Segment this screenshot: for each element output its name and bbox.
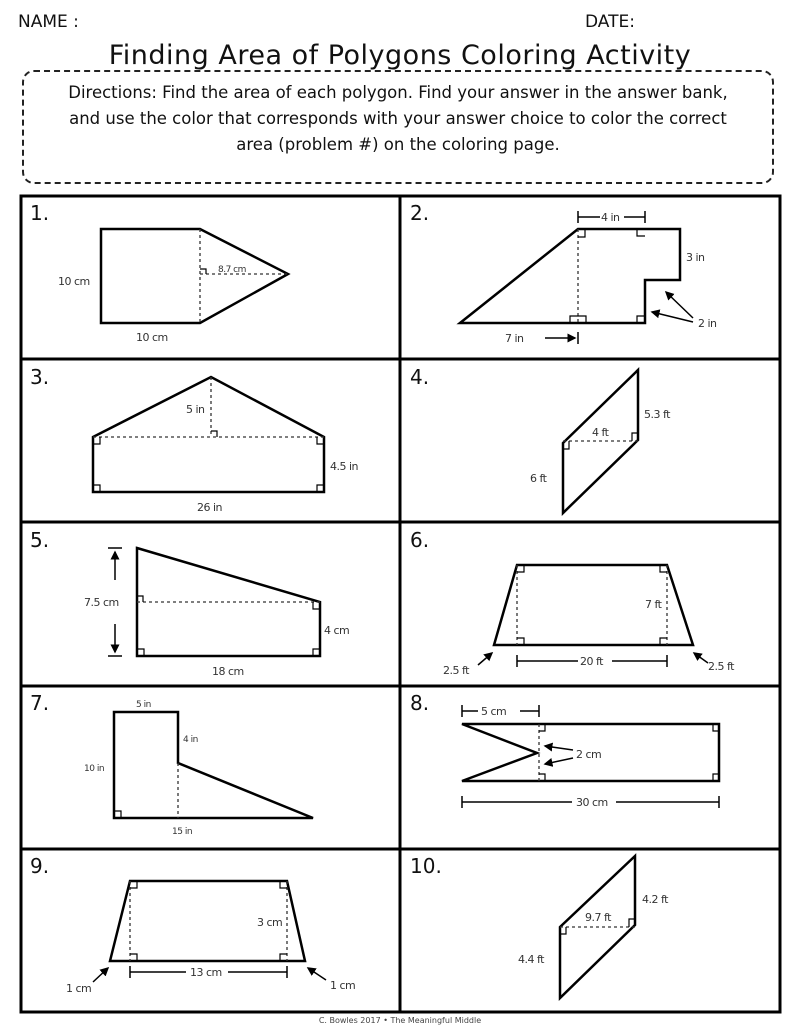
directions-line: Directions: Find the area of each polygon. Find your answer in the answer bank, (68, 83, 728, 102)
dimension-label: 2.5 ft (443, 664, 469, 677)
dimension-label: 5 in (186, 403, 205, 416)
dimension-label: 5.3 ft (644, 408, 670, 421)
dimension-label: 4.5 in (330, 460, 359, 473)
figure-mark (570, 229, 645, 323)
dimension-label: 4 in (183, 735, 198, 745)
figure-mark (545, 758, 573, 764)
dimension-label: 4 ft (592, 426, 609, 439)
composite-shape (114, 712, 313, 818)
dimension-label: 7.5 cm (84, 596, 119, 609)
dimension-label: 4.4 ft (518, 953, 544, 966)
dimension-label: 7 in (505, 332, 524, 345)
footer-credit: C. Bowles 2017 • The Meaningful Middle (318, 1016, 482, 1025)
dimension-label: 3 in (686, 251, 705, 264)
dimension-label: 5 cm (481, 705, 507, 718)
problem-number: 10. (410, 854, 442, 878)
pentagon-shape (101, 229, 288, 323)
dimension-label: 10 cm (58, 275, 90, 288)
dimension-label: 8.7 cm (218, 265, 246, 275)
date-label: DATE: (585, 12, 635, 32)
name-label: NAME : (18, 12, 79, 32)
problem-6 (410, 528, 735, 677)
dimension-label: 18 cm (212, 665, 244, 678)
dimension-label: 5 in (136, 700, 151, 710)
figure-mark (545, 746, 573, 750)
figure-mark (652, 312, 693, 322)
problem-number: 3. (30, 365, 50, 389)
problem-number: 1. (30, 201, 50, 225)
composite-shape (93, 377, 324, 492)
dimension-label: 3 cm (257, 916, 283, 929)
problem-number: 8. (410, 691, 430, 715)
dimension-label: 10 in (84, 764, 105, 774)
dimension-label: 13 cm (190, 966, 222, 979)
grid-lines (21, 196, 780, 1012)
worksheet-title: Finding Area of Polygons Coloring Activity (108, 40, 692, 71)
directions-line: and use the color that corresponds with your answer choice to color the correct (69, 109, 727, 128)
dimension-label: 7 ft (645, 598, 662, 611)
dimension-label: 4 cm (324, 624, 350, 637)
dimension-label: 2 in (698, 317, 717, 330)
problem-3 (30, 365, 359, 514)
figure-mark (200, 269, 206, 274)
figure-mark (478, 653, 492, 665)
dimension-label: 4.2 ft (642, 893, 668, 906)
dimension-label: 9.7 ft (585, 911, 611, 924)
problem-5 (30, 528, 349, 678)
problem-2 (410, 201, 717, 345)
problem-10 (410, 854, 669, 998)
figure-mark (666, 292, 693, 318)
directions-line: area (problem #) on the coloring page. (236, 135, 560, 154)
problem-number: 7. (30, 691, 50, 715)
problem-9 (30, 854, 355, 995)
problem-number: 9. (30, 854, 50, 878)
dimension-label: 15 in (172, 827, 193, 837)
figure-mark (93, 968, 108, 982)
figure-mark (93, 431, 324, 492)
dimension-label: 20 ft (580, 655, 603, 668)
figure-mark (539, 724, 719, 781)
trapezoid-shape (494, 565, 693, 645)
dimension-label: 1 cm (330, 979, 356, 992)
problem-number: 2. (410, 201, 430, 225)
problem-4 (410, 365, 671, 513)
composite-shape (460, 229, 680, 323)
problem-number: 6. (410, 528, 430, 552)
figure-mark (308, 968, 326, 980)
dimension-label: 10 cm (136, 331, 168, 344)
dimension-label: 30 cm (576, 796, 608, 809)
dimension-label: 4 in (601, 211, 620, 224)
figure-mark (694, 653, 708, 663)
problem-7 (30, 691, 313, 837)
problem-number: 4. (410, 365, 430, 389)
dimension-label: 1 cm (66, 982, 92, 995)
problem-number: 5. (30, 528, 50, 552)
problem-1 (30, 201, 288, 344)
problem-8 (410, 691, 719, 809)
dimension-label: 2.5 ft (708, 660, 734, 673)
dimension-label: 6 ft (530, 472, 547, 485)
dimension-label: 2 cm (576, 748, 602, 761)
figure-mark (137, 596, 320, 656)
dimension-label: 26 in (197, 501, 223, 514)
